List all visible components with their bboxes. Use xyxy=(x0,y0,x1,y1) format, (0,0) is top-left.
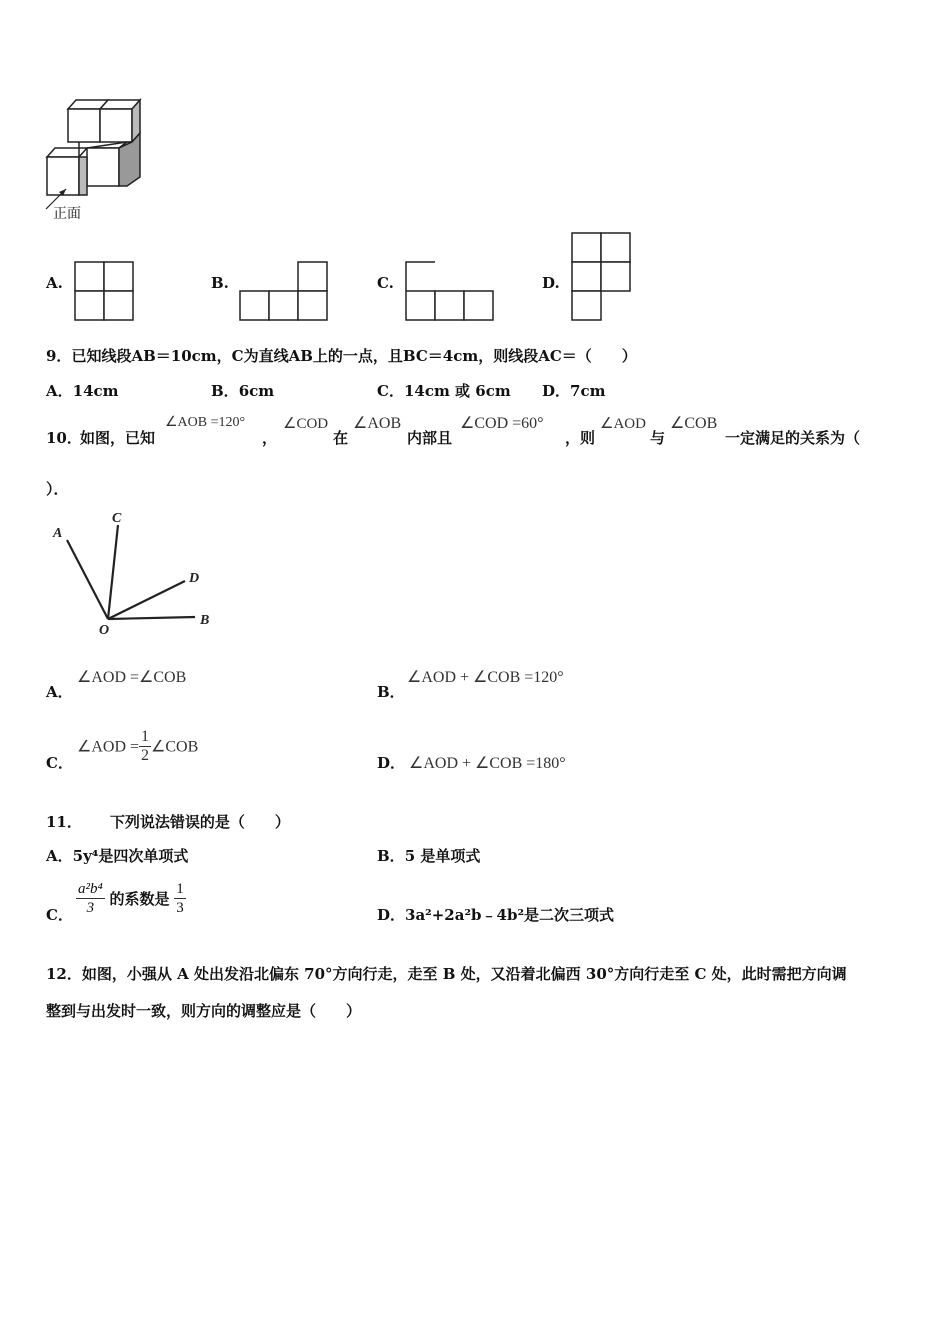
label-c: C xyxy=(112,511,122,526)
q10-text-2: ， xyxy=(262,429,278,447)
label-b: B xyxy=(200,613,210,628)
q10-option-c-fraction xyxy=(139,728,151,765)
q10-number: 10． xyxy=(46,429,82,447)
q11-option-c-frac-den: 3 xyxy=(86,900,95,916)
q12-number: 12． xyxy=(46,965,82,983)
q10-math-4: ∠COD =60° xyxy=(460,415,544,432)
q9-option-b xyxy=(211,380,274,401)
q10-text-3: 在 xyxy=(333,429,349,447)
q8-option-c-grid xyxy=(406,262,496,322)
q12-line1 xyxy=(46,963,847,984)
q10-text-1: 如图，已知 xyxy=(80,429,156,447)
q11-option-d-label: D． xyxy=(377,906,406,924)
q9-option-c xyxy=(377,380,511,401)
q10-math-3: ∠AOB xyxy=(353,415,402,432)
q10-text-5: ，则 xyxy=(565,429,596,447)
q9-option-c-text: 14cm 或 6cm xyxy=(403,382,511,400)
q10-option-c-right: ∠COB xyxy=(151,738,199,756)
ray-ob xyxy=(108,617,195,619)
q10-text-6: 与 xyxy=(650,429,666,447)
q10-text-4: 内部且 xyxy=(407,429,453,447)
q10-math-5: ∠AOD xyxy=(600,416,646,432)
front-label: 正面 xyxy=(53,206,81,222)
label-a: A xyxy=(53,526,63,541)
q11-option-c-coef-num: 1 xyxy=(176,881,184,897)
q11-option-b-label: B． xyxy=(377,847,405,865)
q9-option-d xyxy=(542,380,605,401)
q9-option-d-text: 7cm xyxy=(570,382,606,400)
q8-option-c-label: C. xyxy=(377,274,394,292)
q10-math-1: ∠AOB =120° xyxy=(165,415,246,430)
q10-math-6: ∠COB xyxy=(670,415,718,432)
q10-math-2: ∠COD xyxy=(283,416,329,432)
q9-option-d-label: D． xyxy=(542,382,571,400)
q9-option-a-text: 14cm xyxy=(72,382,119,400)
q9-option-b-label: B． xyxy=(211,382,239,400)
q9-option-a xyxy=(46,380,119,401)
q9-option-b-text: 6cm xyxy=(238,382,275,400)
q9-option-c-label: C． xyxy=(377,382,404,400)
label-o: O xyxy=(99,623,110,638)
ray-oa xyxy=(67,540,108,619)
q11-option-c-fraction xyxy=(76,880,105,917)
q11-option-c-frac-num: a²b⁴ xyxy=(78,881,103,897)
q11-option-c-coef-den: 3 xyxy=(176,900,184,916)
q10-option-d-expr: ∠AOD + ∠COB =180° xyxy=(409,755,566,772)
q11-option-c-mid: 的系数是 xyxy=(109,890,170,908)
q8-option-a-grid xyxy=(75,262,135,322)
label-d: D xyxy=(189,571,200,586)
ray-oc xyxy=(108,525,118,619)
q11-option-a xyxy=(46,845,188,866)
q11-option-b-text: 5 是单项式 xyxy=(404,847,481,865)
q9-question xyxy=(46,345,637,366)
q9-text: 已知线段AB＝10cm，C为直线AB上的一点，且BC＝4cm，则线段AC＝（ ） xyxy=(71,347,637,365)
q11-option-c-expr xyxy=(76,880,186,917)
q8-option-b-label: B. xyxy=(211,274,229,292)
q8-option-b-grid xyxy=(240,262,330,322)
q11-option-d-text: 3a²+2a²b﹣4b²是二次三项式 xyxy=(405,906,615,924)
q11-option-d xyxy=(377,904,614,925)
q10-option-a-label: A． xyxy=(46,683,73,701)
q11-option-c-coef xyxy=(174,880,186,917)
q10-option-c-frac-den: 2 xyxy=(141,747,150,764)
q11-option-a-label: A． xyxy=(46,847,73,865)
q10-option-b-label: B． xyxy=(377,683,405,701)
q11-option-b xyxy=(377,845,480,866)
q11-text: 下列说法错误的是（ ） xyxy=(109,813,290,831)
q10-option-d-label: D． xyxy=(377,754,406,772)
q10-text-line2: ）． xyxy=(46,480,69,498)
q10-option-c-frac-num: 1 xyxy=(141,728,150,745)
q8-option-a-label: A. xyxy=(46,274,63,292)
q10-option-a-expr: ∠AOD =∠COB xyxy=(77,669,187,686)
q12-text-line1: 如图，小强从 A 处出发沿北偏东 70°方向行走，走至 B 处，又沿着北偏西 30°方向行走至 C 处，此时需把方向调 xyxy=(81,965,847,983)
ray-od xyxy=(108,581,185,619)
q8-option-d-grid xyxy=(572,233,632,323)
q11-question xyxy=(46,811,290,832)
q12-line2: 整到与出发时一致，则方向的调整应是（ ） xyxy=(46,1002,362,1020)
q10-option-b-expr: ∠AOD + ∠COB =120° xyxy=(407,669,564,686)
q10-text-7: 一定满足的关系为（ xyxy=(725,429,861,447)
q10-option-c-label: C． xyxy=(46,754,73,772)
q10-option-c-expr xyxy=(77,728,198,765)
q9-number: 9． xyxy=(46,347,72,365)
q11-number: 11． xyxy=(46,813,82,831)
q9-option-a-label: A． xyxy=(46,382,73,400)
angle-figure xyxy=(45,505,220,640)
q10-option-c-left: ∠AOD = xyxy=(77,738,140,756)
q11-option-c-label: C． xyxy=(46,906,73,924)
q11-option-a-text: 5y⁴是四次单项式 xyxy=(72,847,189,865)
q8-option-d-label: D. xyxy=(542,274,560,292)
